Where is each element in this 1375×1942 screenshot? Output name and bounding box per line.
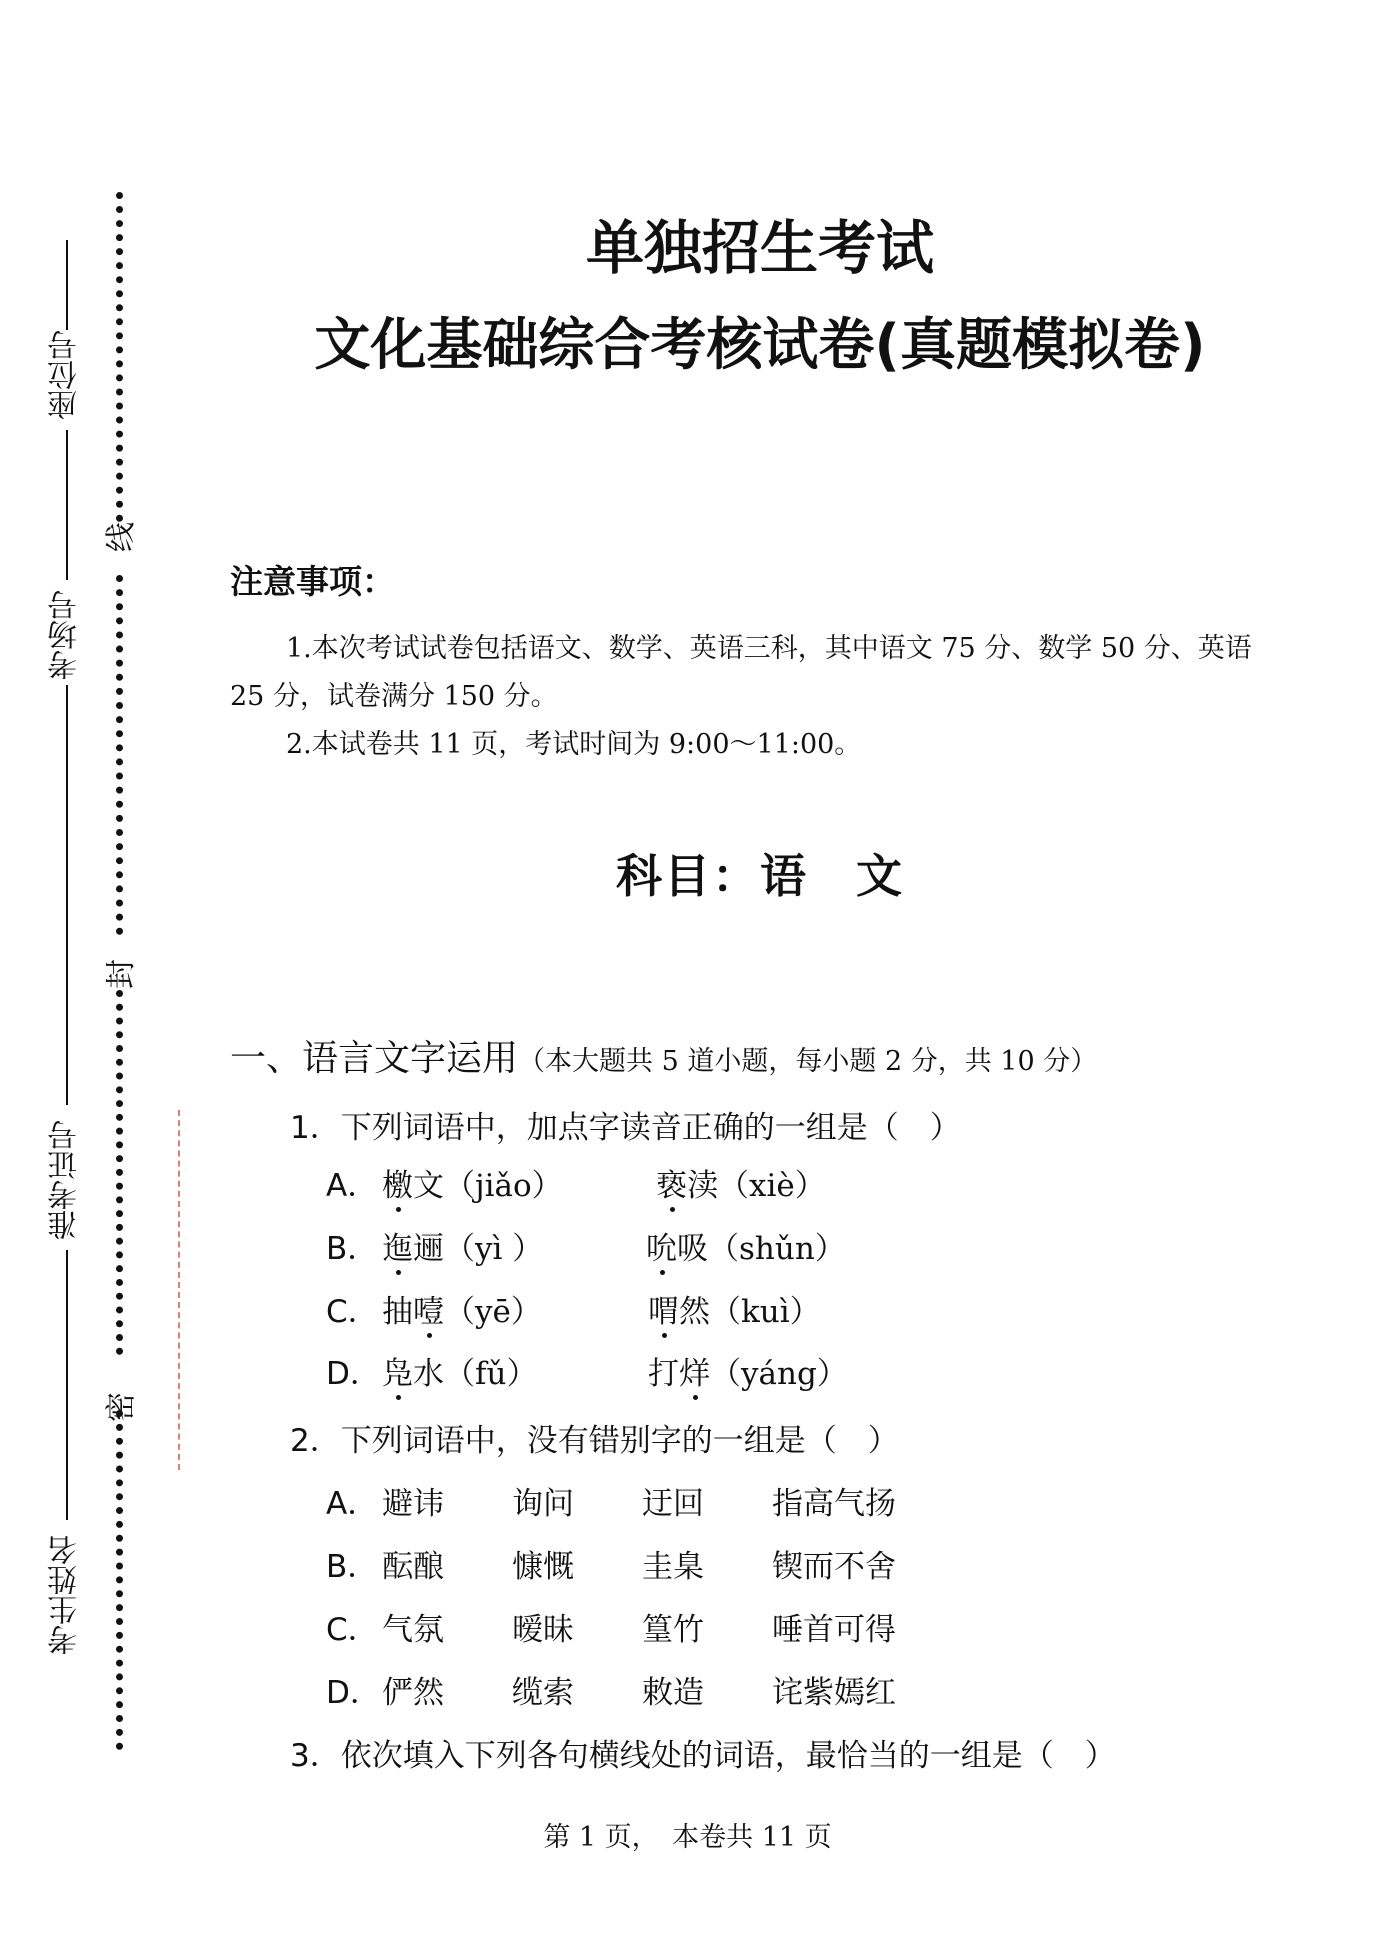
word-rest: 逦	[413, 1231, 444, 1267]
dotted-char: 烊	[679, 1356, 710, 1392]
exam-title: 单独招生考试	[585, 214, 934, 282]
dotted-char: 檄	[382, 1168, 413, 1204]
option-label: B．	[326, 1549, 379, 1585]
word: 慷慨	[512, 1549, 574, 1585]
pinyin: （yáng）	[710, 1356, 848, 1392]
question-2-option-b	[326, 1541, 896, 1586]
pinyin: （fǔ）	[444, 1356, 538, 1392]
question-1-option-d	[326, 1348, 848, 1393]
question-2-option-d	[326, 1667, 896, 1712]
page-footer: 第 1 页， 本卷共 11 页	[543, 1822, 832, 1853]
question-2-option-c	[326, 1604, 896, 1649]
word: 指高气扬	[772, 1486, 896, 1522]
dotted-char: 吮	[646, 1231, 677, 1267]
option-label: D．	[326, 1675, 381, 1711]
option-label: C．	[326, 1612, 379, 1648]
admission-number-label: 准考证号	[48, 1120, 83, 1240]
word: 询问	[512, 1486, 574, 1522]
word: 避讳	[382, 1486, 444, 1522]
seat-number-label: 座位号	[48, 330, 83, 420]
option-label: D．	[326, 1356, 381, 1392]
word-rest: 渎	[687, 1168, 718, 1204]
seat-number-line	[66, 240, 68, 330]
word: 缆索	[512, 1675, 574, 1711]
option-label: B．	[326, 1231, 379, 1267]
seal-char-mi: 密	[104, 1392, 139, 1422]
word: 圭臬	[642, 1549, 704, 1585]
binding-margin	[0, 0, 200, 1942]
dotted-char: 迤	[382, 1231, 413, 1267]
word-rest: 打	[648, 1356, 679, 1392]
room-number-line	[66, 430, 68, 580]
word-rest: 文	[413, 1168, 444, 1204]
section-heading	[230, 1030, 1290, 1081]
pinyin: （shǔn）	[708, 1231, 846, 1267]
dotted-char: 亵	[656, 1168, 687, 1204]
word: 俨然	[382, 1675, 444, 1711]
section-title: 一、语言文字运用	[230, 1038, 519, 1079]
word: 唾首可得	[772, 1612, 896, 1648]
notice-item-1: 1.本次考试试卷包括语文、数学、英语三科，其中语文 75 分、数学 50 分、英语 25 分，试卷满分 150 分。	[230, 633, 1252, 712]
dotted-char: 噎	[413, 1294, 444, 1330]
question-2-stem: 2．下列词语中，没有错别字的一组是（ ）	[290, 1423, 899, 1459]
notice-item-2: 2.本试卷共 11 页，考试时间为 9:00～11:00。	[286, 729, 862, 760]
seal-char-feng: 封	[104, 959, 139, 989]
word: 暧昧	[512, 1612, 574, 1648]
seal-dotted-line	[116, 575, 123, 935]
option-label: C．	[326, 1294, 379, 1330]
pinyin: （kuì）	[710, 1294, 821, 1330]
option-label: A．	[326, 1486, 379, 1522]
word: 敕造	[642, 1675, 704, 1711]
seal-char-xian: 线	[104, 522, 139, 552]
option-label: A．	[326, 1168, 379, 1204]
room-number-label: 考场号	[48, 590, 83, 680]
pinyin: （yì ）	[444, 1231, 544, 1267]
dotted-char: 凫	[382, 1356, 413, 1392]
word: 迂回	[642, 1486, 704, 1522]
question-1-option-a	[326, 1160, 826, 1205]
word: 酝酿	[382, 1549, 444, 1585]
seal-dotted-line	[116, 990, 123, 1355]
question-2-option-a	[326, 1478, 896, 1523]
word: 气氛	[382, 1612, 444, 1648]
word: 锲而不舍	[772, 1549, 896, 1585]
word-rest: 水	[413, 1356, 444, 1392]
word: 篁竹	[642, 1612, 704, 1648]
candidate-name-label: 考生姓名	[48, 1535, 83, 1655]
word: 诧紫嫣红	[772, 1675, 896, 1711]
question-3-stem: 3．依次填入下列各句横线处的词语，最恰当的一组是（ ）	[290, 1738, 1116, 1774]
cut-guide-line	[178, 1110, 180, 1470]
dotted-char: 喟	[648, 1294, 679, 1330]
word-rest: 吸	[677, 1231, 708, 1267]
pinyin: （jiǎo）	[444, 1168, 563, 1204]
question-1-stem: 1．下列词语中，加点字读音正确的一组是（ ）	[290, 1110, 961, 1146]
admission-number-line	[66, 685, 68, 1105]
subject-heading: 科目：语 文	[616, 849, 904, 903]
candidate-name-line	[66, 1250, 68, 1520]
word-rest: 然	[679, 1294, 710, 1330]
pinyin: （yē）	[444, 1294, 542, 1330]
pinyin: （xiè）	[718, 1168, 826, 1204]
question-1-option-c	[326, 1286, 821, 1331]
section-note: （本大题共 5 道小题，每小题 2 分，共 10 分）	[518, 1046, 1098, 1077]
seal-dotted-line	[116, 192, 123, 522]
question-1-option-b	[326, 1223, 846, 1268]
notice-heading: 注意事项：	[230, 562, 395, 601]
word-rest: 抽	[382, 1294, 413, 1330]
seal-dotted-line	[116, 1410, 123, 1750]
exam-subtitle: 文化基础综合考核试卷(真题模拟卷)	[314, 313, 1206, 378]
